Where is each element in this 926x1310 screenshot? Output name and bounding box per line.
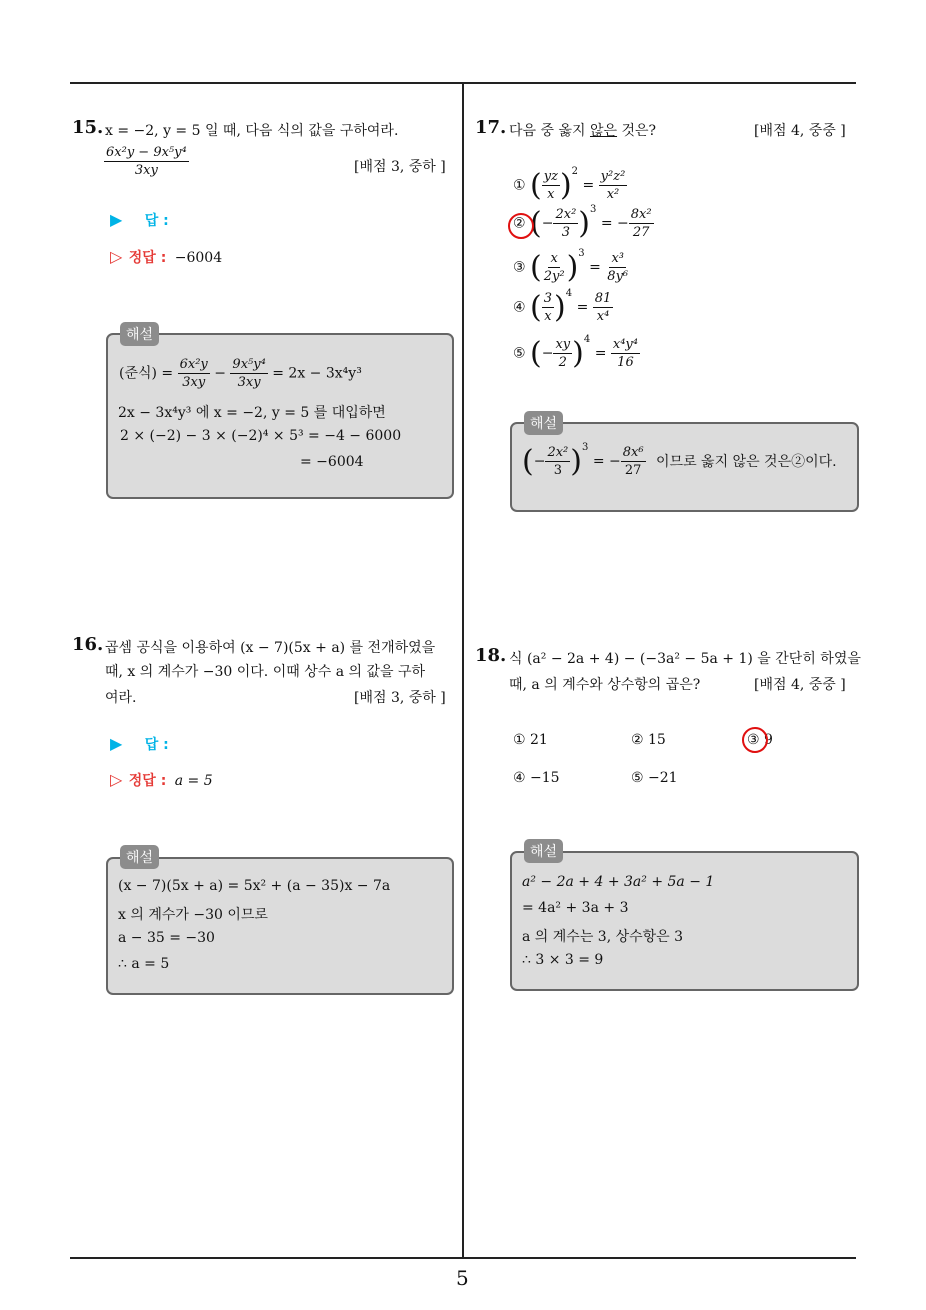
page-number: 5 xyxy=(456,1266,469,1290)
q18-option-3[interactable]: ③ 9 xyxy=(747,732,773,748)
q15-expression xyxy=(104,144,189,179)
q15-answer-row xyxy=(110,210,169,230)
q15-sol-frac2-num: 9x⁵y⁴ xyxy=(232,357,266,372)
q17-option-b-den: 27 xyxy=(632,225,650,240)
q17-option-b-num: 8x² xyxy=(630,207,652,222)
q15-sol-line3: 2 × (−2) − 3 × (−2)⁴ × 5³ = −4 − 6000 xyxy=(120,428,402,444)
q17-sol-b-den: 27 xyxy=(624,463,642,478)
q15-correct-row xyxy=(110,247,222,267)
q18-score: [배점 4, 중중 ] xyxy=(754,677,846,693)
q15-sol-frac1-den: 3xy xyxy=(182,375,206,390)
q17-option-exp: 2 xyxy=(571,165,579,177)
q17-text-after: 것은? xyxy=(617,123,657,139)
q17-score: [배점 4, 중중 ] xyxy=(754,123,846,139)
q15-sol-line4: = −6004 xyxy=(300,454,364,470)
q16-sol-line1: (x − 7)(5x + a) = 5x² + (a − 35)x − 7a xyxy=(118,878,391,894)
q15-sol-line1 xyxy=(119,356,362,391)
q17-option-mark: ④ xyxy=(513,299,526,316)
q17-option-a-num: x xyxy=(550,251,558,266)
q17-number: 17. xyxy=(475,117,507,138)
q18-line1: 식 (a² − 2a + 4) − (−3a² − 5a + 1) 을 간단히 하였을 xyxy=(509,651,861,667)
q18-sol-line4: ∴ 3 × 3 = 9 xyxy=(522,952,604,968)
q15-sol-frac2-den: 3xy xyxy=(237,375,261,390)
q17-option-mark: ① xyxy=(513,177,526,194)
q18-option-1[interactable]: ① 21 xyxy=(513,732,548,748)
q15-expr-denominator: 3xy xyxy=(134,163,158,178)
column-divider xyxy=(462,82,464,1258)
q17-option-exp: 3 xyxy=(578,247,585,259)
q18-option-5[interactable]: ⑤ −21 xyxy=(631,770,678,786)
q18-number: 18. xyxy=(475,645,507,666)
q16-line2: 때, x 의 계수가 −30 이다. 이때 상수 a 의 값을 구하 xyxy=(105,664,426,680)
q15-sol-frac1-num: 6x²y xyxy=(179,357,208,372)
q17-option-a-num: xy xyxy=(555,337,571,352)
q17-option-equals: = xyxy=(589,259,601,276)
q17-option-5[interactable]: ⑤ (− $\frac{xy}{2}$ )$^4$ = $\frac{\text{x⁴y⁴}}{16}$ xyxy=(513,333,638,371)
q16-answer-row xyxy=(110,734,169,754)
q17-option-b-den: x⁴ xyxy=(596,309,610,324)
outline-play-icon: ▷ xyxy=(110,770,123,789)
play-icon: ▶ xyxy=(110,210,123,229)
q17-option-b-num: 81 xyxy=(594,291,612,306)
q17-sol-a-den: 3 xyxy=(553,463,562,478)
q17-option-neg-out: − xyxy=(617,215,629,232)
q17-option-a-den: 3 xyxy=(561,225,571,240)
play-icon: ▶ xyxy=(110,734,123,753)
q17-option-3[interactable]: ③ ( $\frac{x}{\text{2y²}}$ )$^3$ = $\frac{\text{x³}}{\text{8y⁶}}$ xyxy=(513,247,629,285)
q17-option-mark: ② xyxy=(513,215,526,232)
q17-option-b-num: x⁴y⁴ xyxy=(612,337,638,352)
q15-solution-tag: 해설 xyxy=(120,322,159,346)
outline-play-icon: ▷ xyxy=(110,247,123,266)
q17-option-mark: ⑤ xyxy=(513,345,526,362)
q15-expr-numerator: 6x²y − 9x⁵y⁴ xyxy=(106,145,187,160)
q17-option-b-num: y²z² xyxy=(600,169,626,184)
bottom-rule xyxy=(70,1257,856,1259)
q17-text-before: 다음 중 옳지 xyxy=(509,123,590,139)
q17-option-exp: 4 xyxy=(565,287,573,299)
q18-sol-line3: a 의 계수는 3, 상수항은 3 xyxy=(522,929,684,945)
q17-option-exp: 3 xyxy=(590,203,597,215)
q16-answer-label: 답 : xyxy=(144,737,169,753)
q17-option-1[interactable]: ① ( $\frac{yz}{x}$ )$^2$ = $\frac{\text{y²z²}}{\text{x²}}$ xyxy=(513,165,626,203)
q16-score: [배점 3, 중하 ] xyxy=(354,690,446,706)
q16-solution-tag: 해설 xyxy=(120,845,159,869)
q17-option-4[interactable]: ④ ( $\frac{3}{x}$ )$^4$ = $\frac{81}{\text{x⁴}}$ xyxy=(513,287,612,325)
q17-sol-text: 이므로 옳지 않은 것은②이다. xyxy=(656,453,837,470)
q17-selected-mark xyxy=(508,213,534,239)
q15-sol-minus: − xyxy=(214,365,226,382)
q17-sol-line: (− $\frac{\text{2x²}}{3}$ )$^3$ = − $\frac{\text{8x⁶}}{27}$ 이므로 옳지 않은 것은②이다. xyxy=(522,441,837,479)
q15-sol-line1-rest: = 2x − 3x⁴y³ xyxy=(272,365,362,382)
q17-text xyxy=(509,120,656,140)
q17-option-a-num: 3 xyxy=(543,291,553,306)
q15-sol-line1-prefix: (준식) = xyxy=(119,365,174,382)
q16-correct-row xyxy=(110,770,213,790)
q17-option-equals: = xyxy=(576,299,589,316)
q17-option-b-den: x² xyxy=(606,187,620,202)
q17-option-b-num: x³ xyxy=(611,251,624,266)
q17-solution-tag: 해설 xyxy=(524,411,563,435)
q16-correct-label: 정답 : xyxy=(128,773,167,789)
q15-correct-value: −6004 xyxy=(174,250,223,266)
q15-answer-label: 답 : xyxy=(144,213,169,229)
q17-option-neg-in: − xyxy=(541,215,554,232)
q16-line3: 여라. xyxy=(105,690,137,706)
q16-number: 16. xyxy=(72,634,104,655)
q17-option-a-num: 2x² xyxy=(555,207,577,222)
q18-sol-line2: = 4a² + 3a + 3 xyxy=(522,900,629,916)
q17-sol-exp: 3 xyxy=(582,441,589,453)
q17-option-a-den: x xyxy=(544,309,552,324)
q17-text-underlined: 않은 xyxy=(589,123,618,139)
q17-option-equals: = xyxy=(600,215,613,232)
q17-option-b-den: 8y⁶ xyxy=(607,269,629,284)
q17-option-mark: ③ xyxy=(513,259,526,276)
q17-option-a-den: 2y² xyxy=(543,269,565,284)
q15-sol-line2: 2x − 3x⁴y³ 에 x = −2, y = 5 를 대입하면 xyxy=(118,405,386,421)
q16-sol-line2: x 의 계수가 −30 이므로 xyxy=(118,907,268,923)
q18-line2: 때, a 의 계수와 상수항의 곱은? xyxy=(509,677,701,693)
q18-option-4[interactable]: ④ −15 xyxy=(513,770,560,786)
q17-option-neg-in: − xyxy=(541,345,554,362)
q18-sol-line1: a² − 2a + 4 + 3a² + 5a − 1 xyxy=(522,874,715,890)
q17-sol-a-num: 2x² xyxy=(547,445,569,460)
q18-option-2[interactable]: ② 15 xyxy=(631,732,666,748)
q17-option-a-num: yz xyxy=(543,169,558,184)
q17-option-2[interactable]: ② (− $\frac{\text{2x²}}{3}$ )$^3$ = − $\frac{\text{8x²}}{27}$ xyxy=(513,203,652,241)
q17-option-equals: = xyxy=(594,345,607,362)
q16-correct-value: a = 5 xyxy=(174,773,213,789)
q16-sol-line4: ∴ a = 5 xyxy=(118,956,170,972)
q17-option-b-den: 16 xyxy=(617,355,634,370)
q18-selected-mark xyxy=(742,727,768,753)
q17-option-a-den: 2 xyxy=(558,355,567,370)
q16-line1: 곱셈 공식을 이용하여 (x − 7)(5x + a) 를 전개하였을 xyxy=(105,640,436,656)
q15-text: x = −2, y = 5 일 때, 다음 식의 값을 구하여라. xyxy=(105,123,399,139)
q18-solution-box xyxy=(510,851,859,991)
q15-number: 15. xyxy=(72,117,104,138)
q15-correct-label: 정답 : xyxy=(128,250,167,266)
q17-sol-b-num: 8x⁶ xyxy=(622,445,644,460)
q16-sol-line3: a − 35 = −30 xyxy=(118,930,215,946)
q18-solution-tag: 해설 xyxy=(524,839,563,863)
q17-option-exp: 4 xyxy=(583,333,591,345)
q17-option-a-den: x xyxy=(547,187,555,202)
q15-score: [배점 3, 중하 ] xyxy=(354,159,446,175)
q17-option-equals: = xyxy=(582,177,595,194)
